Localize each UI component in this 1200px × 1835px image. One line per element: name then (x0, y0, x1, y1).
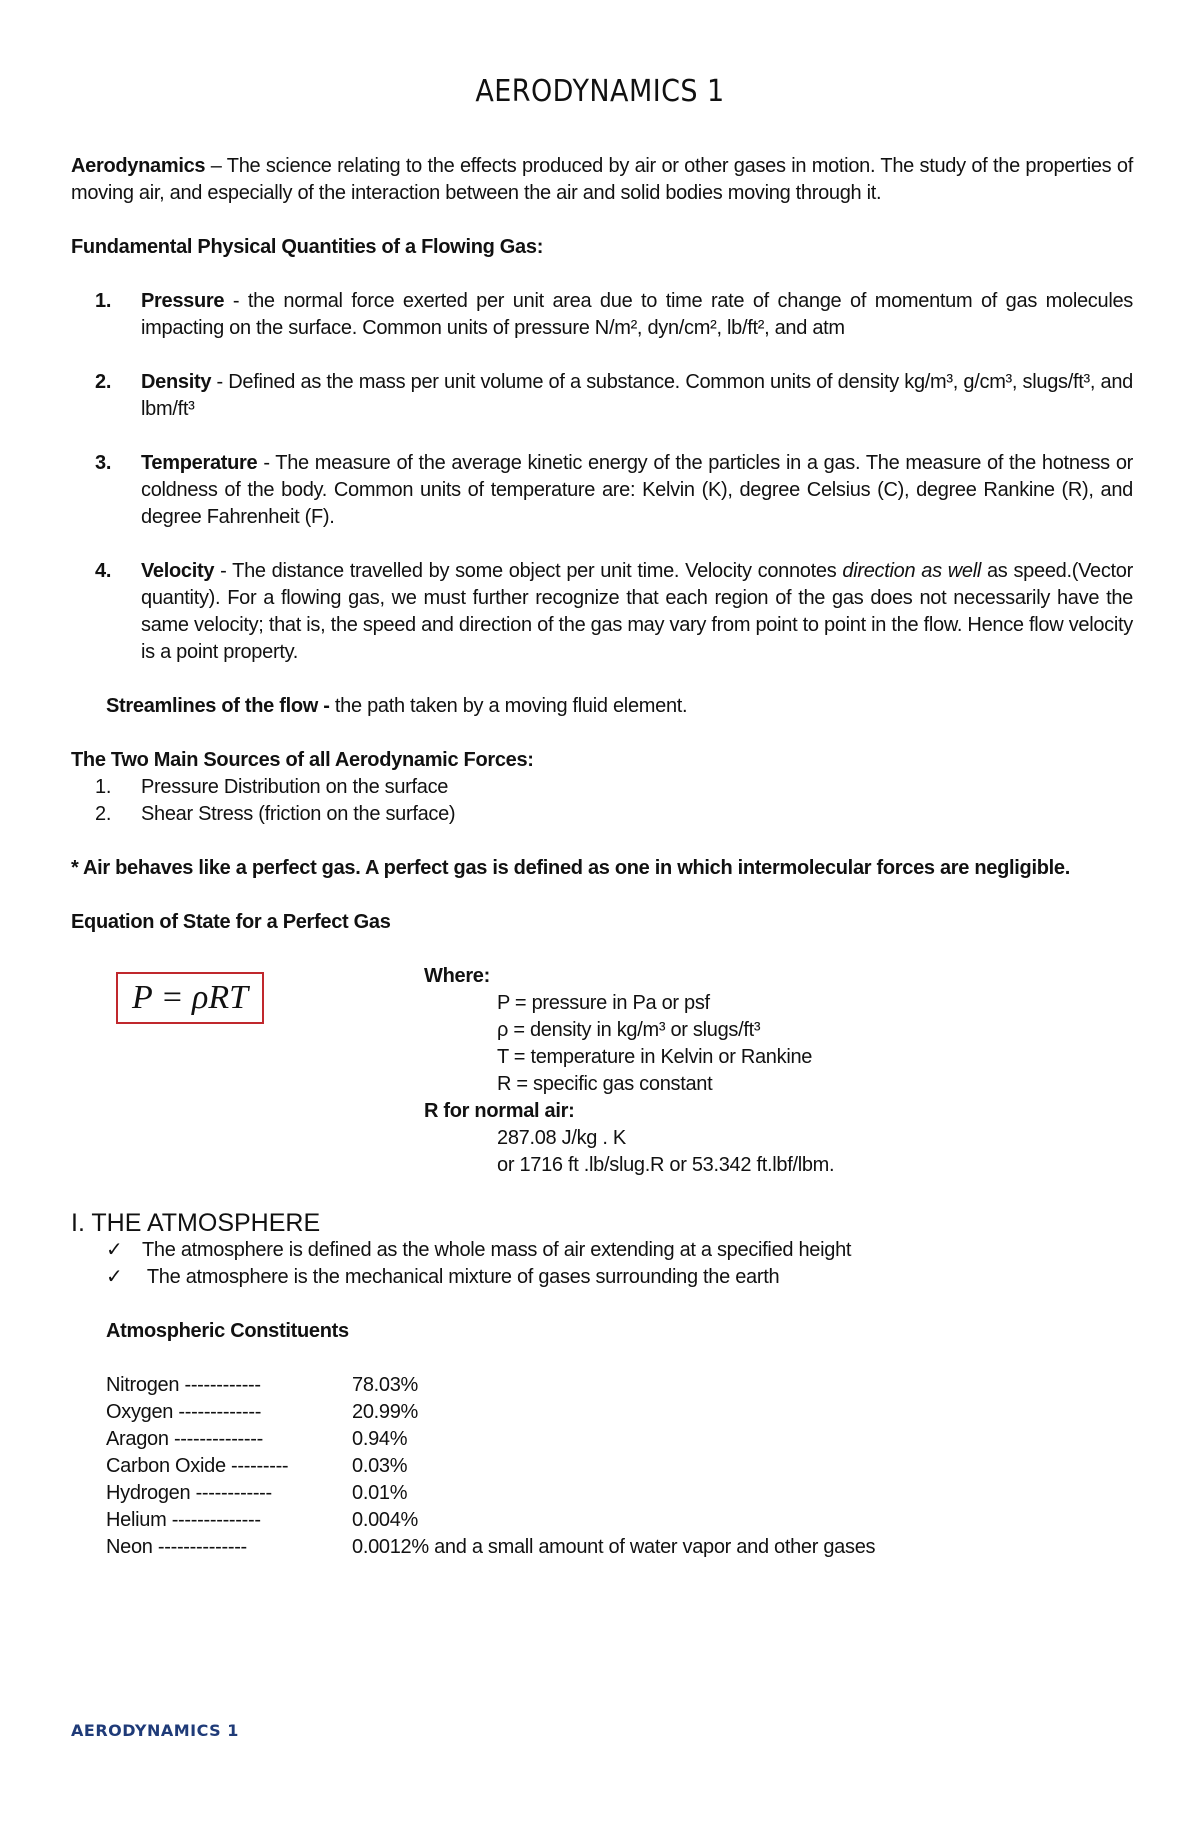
check-item (106, 1264, 779, 1291)
definition-paragraph (71, 153, 1133, 207)
source-item (95, 801, 455, 828)
atmosphere-heading: I. THE ATMOSPHERE (71, 1209, 321, 1237)
quantity-text: - the normal force exerted per unit area due to time rate of change of momentum of gas molecules impacting on the surface. Common units of pressure N/m², dyn/cm², lb/ft², and atm (141, 290, 1133, 339)
constituents-heading: Atmospheric Constituents (106, 1320, 349, 1342)
streamlines-term: Streamlines of the flow - (106, 695, 330, 717)
definition-line: T = temperature in Kelvin or Rankine (497, 1046, 813, 1068)
equation-formula-box: P = ρRT (116, 972, 264, 1024)
constituent-name: Carbon Oxide --------- (106, 1455, 289, 1477)
streamlines-paragraph (106, 693, 1133, 720)
check-item (106, 1237, 851, 1264)
equation-heading: Equation of State for a Perfect Gas (71, 911, 391, 933)
definition-line: ρ = density in kg/m³ or slugs/ft³ (497, 1019, 761, 1041)
constituent-name: Nitrogen ------------ (106, 1374, 261, 1396)
quantity-emphasis: direction as well (842, 560, 982, 582)
check-icon: ✓ (106, 1239, 123, 1261)
quantity-number: 1. (95, 290, 112, 312)
sources-heading: The Two Main Sources of all Aerodynamic Forces: (71, 749, 534, 771)
source-number: 2. (95, 803, 112, 825)
source-number: 1. (95, 776, 112, 798)
constituent-name: Aragon -------------- (106, 1428, 263, 1450)
source-text: Shear Stress (friction on the surface) (141, 803, 456, 825)
constituent-name: Neon -------------- (106, 1536, 247, 1558)
definition-text: – The science relating to the effects produced by air or other gases in motion. The study of the properties of moving air, and especially of the interaction between the air and solid bodies moving through it. (71, 155, 1133, 204)
constituent-name: Oxygen ------------- (106, 1401, 262, 1423)
where-label: Where: (424, 965, 490, 987)
definition-line: R = specific gas constant (497, 1073, 713, 1095)
constituent-value: 0.94% (352, 1428, 408, 1450)
source-item (95, 774, 448, 801)
quantity-number: 3. (95, 452, 112, 474)
source-text: Pressure Distribution on the surface (141, 776, 449, 798)
check-icon: ✓ (106, 1266, 123, 1288)
quantity-term: Pressure (141, 290, 225, 312)
check-text: The atmosphere is the mechanical mixture of gases surrounding the earth (142, 1266, 780, 1288)
perfect-gas-note: * Air behaves like a perfect gas. A perfect gas is defined as one in which intermolecular forces are negligible. (71, 857, 1070, 879)
streamlines-text: the path taken by a moving fluid element. (329, 695, 688, 717)
constituent-name: Hydrogen ------------ (106, 1482, 272, 1504)
quantity-number: 4. (95, 560, 112, 582)
page-footer: AERODYNAMICS 1 (71, 1721, 239, 1740)
check-text: The atmosphere is defined as the whole mass of air extending at a specified height (142, 1239, 852, 1261)
r-value-line: 287.08 J/kg . K (497, 1127, 626, 1149)
quantity-text-cont: as speed.(Vector quantity). For a flowing gas, we must further recognize that each region of the gas does not necessarily have the same velocity; that is, the speed and direction of the gas may vary from point to point in the flow. Hence flow velocity is a point property. (141, 560, 1133, 663)
definition-term: Aerodynamics (71, 155, 206, 177)
fundamental-heading: Fundamental Physical Quantities of a Flowing Gas: (71, 236, 544, 258)
quantity-text: - The distance travelled by some object per unit time. Velocity connotes (214, 560, 843, 582)
quantity-term: Velocity (141, 560, 215, 582)
page-title: AERODYNAMICS 1 (475, 74, 725, 109)
constituent-value: 0.004% (352, 1509, 419, 1531)
quantity-term: Density (141, 371, 212, 393)
constituent-value: 78.03% (352, 1374, 419, 1396)
constituent-value: 0.03% (352, 1455, 408, 1477)
quantity-number: 2. (95, 371, 112, 393)
constituent-value: 0.0012% and a small amount of water vapor and other gases (352, 1536, 876, 1558)
constituent-value: 0.01% (352, 1482, 408, 1504)
constituent-value: 20.99% (352, 1401, 419, 1423)
definition-line: P = pressure in Pa or psf (497, 992, 710, 1014)
constituent-name: Helium -------------- (106, 1509, 261, 1531)
r-value-line: or 1716 ft .lb/slug.R or 53.342 ft.lbf/lbm. (497, 1154, 835, 1176)
quantity-text: - Defined as the mass per unit volume of a substance. Common units of density kg/m³, g/cm³, slugs/ft³, and lbm/ft³ (141, 371, 1133, 420)
quantity-term: Temperature (141, 452, 258, 474)
r-label: R for normal air: (424, 1100, 575, 1122)
quantity-text: - The measure of the average kinetic energy of the particles in a gas. The measure of the hotness or coldness of the body. Common units of temperature are: Kelvin (K), degree Celsius (C), degree Rankine (R), and degree Fahrenheit (F). (141, 452, 1133, 528)
